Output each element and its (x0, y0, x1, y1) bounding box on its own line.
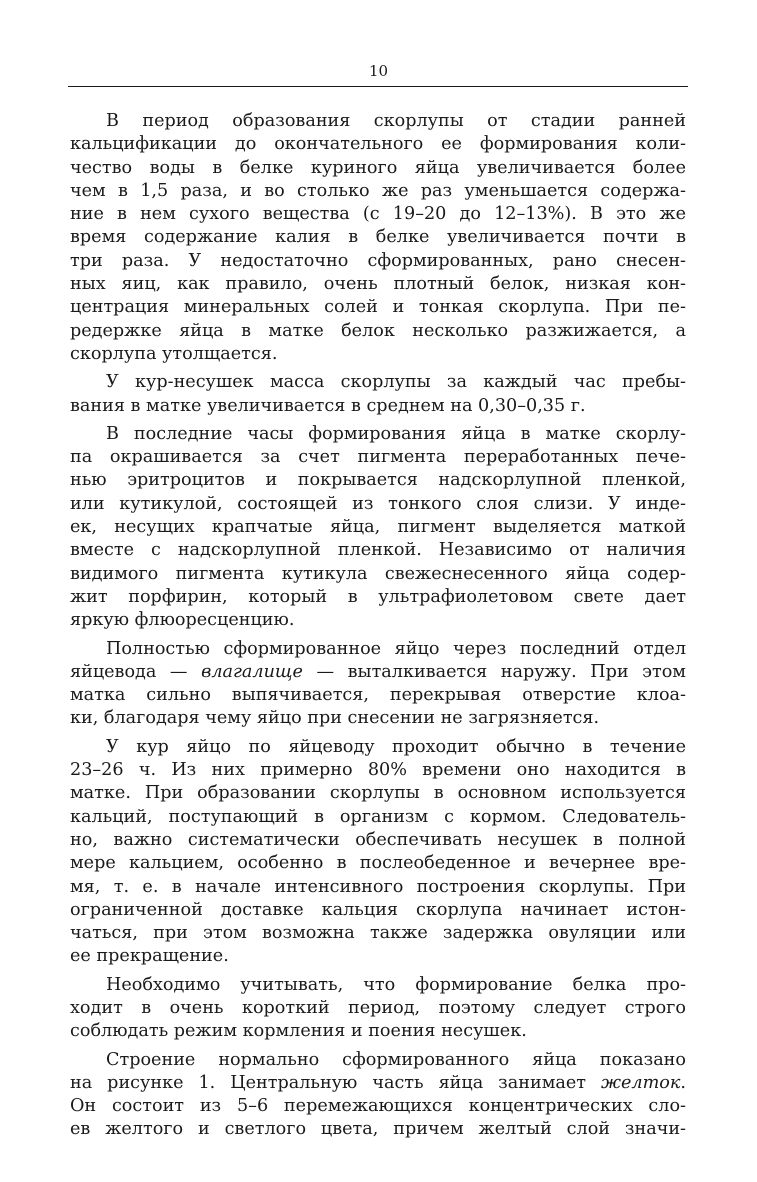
text-line: ек, несущих крапчатые яйца, пигмент выделяется маткой (70, 517, 686, 538)
text-line: кальцификации до окончательного ее формирования коли- (70, 134, 686, 155)
text-line: Необходимо учитывать, что формирование белка про- (106, 974, 686, 995)
text-line: нью эритроцитов и покрывается надскорлупной пленкой, (70, 470, 686, 491)
text-line: У кур-несушек масса скорлупы за каждый час пребы- (106, 372, 686, 393)
text-line: У кур яйцо по яйцеводу проходит обычно в течение (106, 736, 686, 757)
paragraph (70, 736, 686, 969)
text-line: вместе с надскорлупной пленкой. Независимо от наличия (70, 540, 686, 561)
text-line: па окрашивается за счет пигмента переработанных пече- (70, 447, 686, 468)
text-line: ние в нем сухого вещества (с 19–20 до 12–13%). В это же (70, 204, 686, 225)
text-line: видимого пигмента кутикула свежеснесенного яйца содер- (70, 563, 686, 584)
paragraph (70, 1049, 686, 1142)
text-line: жит порфирин, который в ультрафиолетовом свете дает (70, 586, 686, 607)
text-line: В период образования скорлупы от стадии ранней (106, 111, 686, 131)
text-line: или кутикулой, состоящей из тонкого слоя слизи. У индe- (70, 493, 686, 514)
body-text (70, 110, 686, 1142)
paragraph (70, 638, 686, 731)
text-line: чество воды в белке куриного яйца увеличивается более (70, 157, 686, 178)
text-line: время содержание калия в белке увеличивается почти в (70, 227, 686, 248)
text-line: матка сильно выпячивается, перекрывая отверстие клоа- (70, 685, 686, 706)
text-line: чаться, при этом возможна также задержка овуляции или (70, 923, 686, 944)
italic-term: желток (601, 1072, 681, 1093)
text-line: мя, т. е. в начале интенсивного построения скорлупы. При (70, 876, 686, 897)
text-line: ограниченной доставке кальция скорлупа начинает истон- (70, 899, 686, 920)
text-line: ных яиц, как правило, очень плотный белок, низкая кон- (70, 274, 686, 295)
text-line: ходит в очень короткий период, поэтому следует строго (70, 997, 686, 1018)
text-line: 23–26 ч. Из них примерно 80% времени оно находится в (70, 760, 686, 781)
text-line: но, важно систематически обеспечивать несушек в полной (70, 829, 686, 850)
text-line: три раза. У недостаточно сформированных, рано снесен- (70, 250, 686, 271)
italic-term: влагалище (201, 661, 303, 682)
text-line (70, 661, 686, 684)
text-line: скорлупа утолщается. (70, 343, 278, 364)
text-line: матке. При образовании скорлупы в основном используется (70, 783, 686, 804)
text-line (70, 1072, 686, 1095)
text-line: Строение нормально сформированного яйца показано (106, 1049, 686, 1070)
text-line: ев желтого и светлого цвета, причем желтый слой значи- (70, 1119, 686, 1140)
header-rule (68, 86, 688, 87)
text-line: Полностью сформированное яйцо через последний отдел (106, 638, 686, 659)
paragraph (70, 371, 686, 418)
text-line: ки, благодаря чему яйцо при снесении не загрязняется. (70, 708, 600, 729)
text-line: В последние часы формирования яйца в матке скорлу- (106, 423, 686, 444)
text-run: яйцевода — (70, 661, 202, 682)
text-line: Он состоит из 5–6 перемежающихся концентрических сло- (70, 1096, 686, 1117)
text-line: яркую флюоресценцию. (70, 610, 295, 631)
paragraph (70, 423, 686, 633)
paragraph (70, 110, 686, 366)
text-line: соблюдать режим кормления и поения несушек. (70, 1021, 527, 1042)
text-run: . (680, 1072, 686, 1093)
text-line: мере кальцием, особенно в послеобеденное и вечернее вре- (70, 853, 686, 874)
text-line: редержке яйца в матке белок несколько разжижается, а (70, 320, 686, 341)
text-line: центрация минеральных солей и тонкая скорлупа. При пе- (70, 297, 686, 318)
paragraph (70, 974, 686, 1044)
text-line: кальций, поступающий в организм с кормом. Следователь- (70, 806, 686, 827)
text-run: на рисунке 1. Центральную часть яйца занимает (70, 1072, 601, 1093)
text-line: чем в 1,5 раза, и во столько же раз уменьшается содержа- (70, 180, 686, 201)
text-run: — выталкивается наружу. При этом (302, 661, 686, 682)
text-line: вания в матке увеличивается в среднем на 0,30–0,35 г. (70, 395, 586, 416)
page-number: 10 (368, 62, 389, 80)
text-line: ее прекращение. (70, 946, 229, 967)
